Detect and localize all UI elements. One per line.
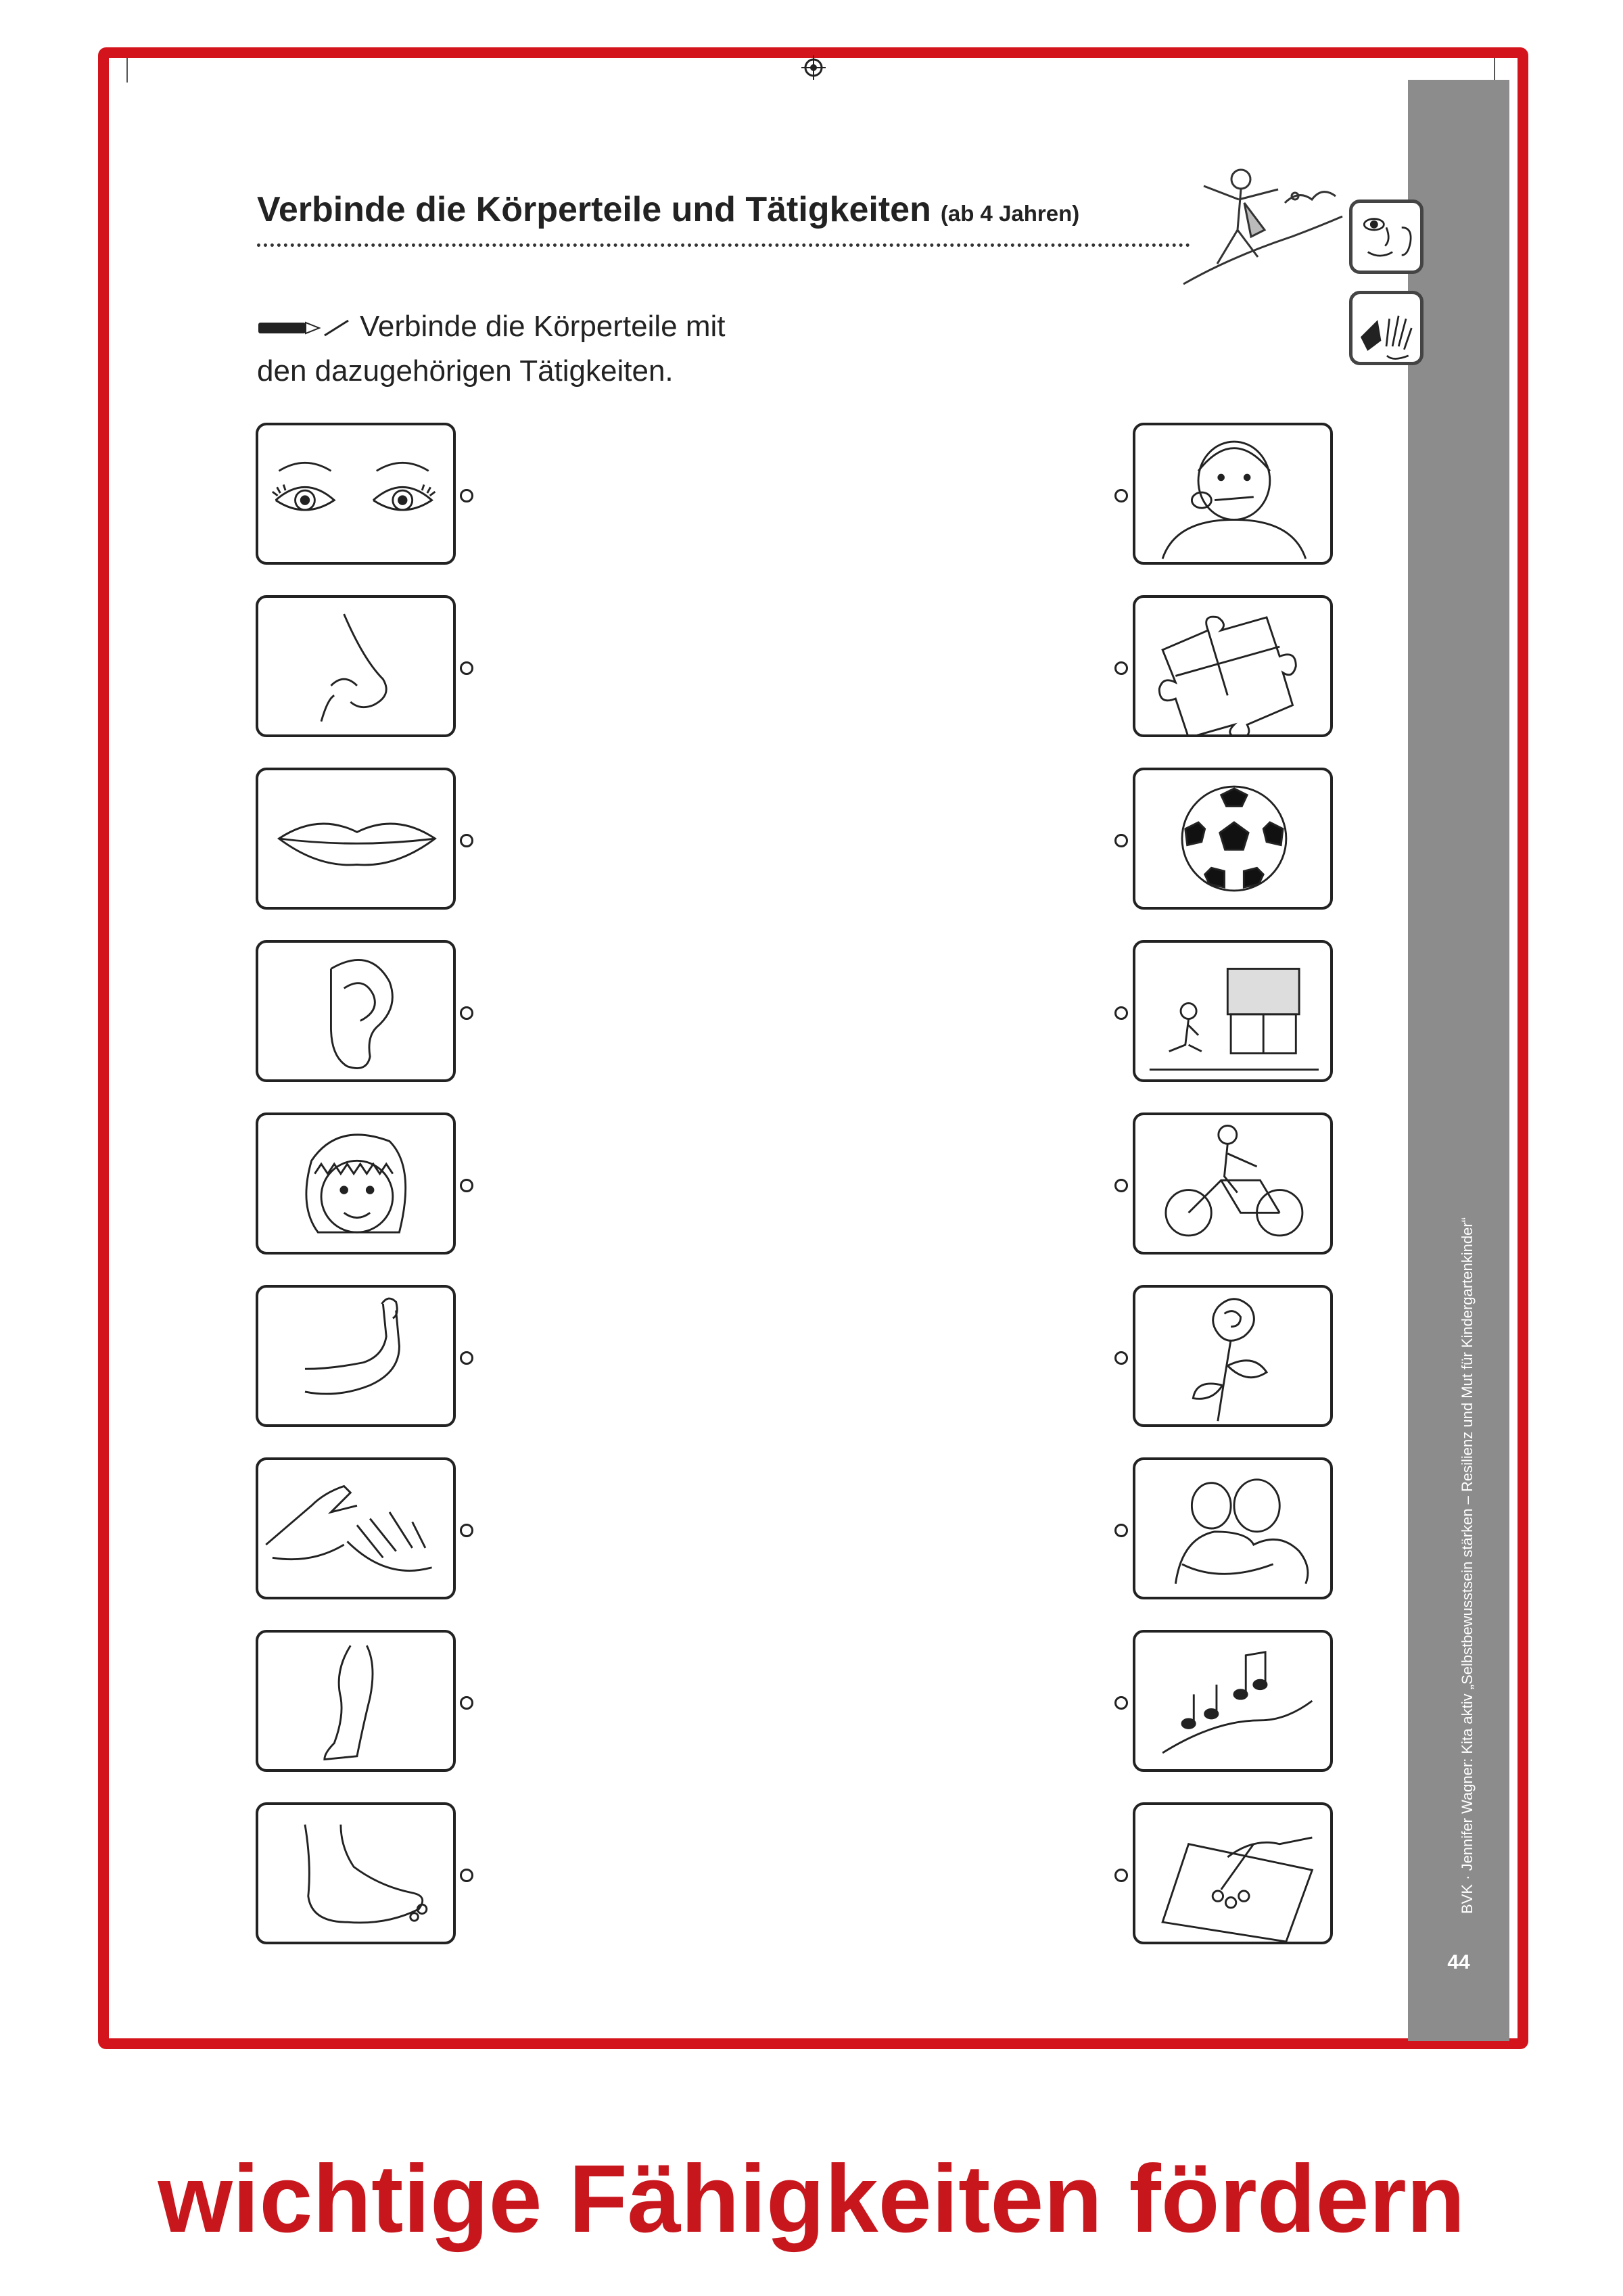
footer-slogan: wichtige Fähigkeiten fördern [158, 2145, 1465, 2253]
dot-right-8[interactable] [1114, 1696, 1128, 1710]
title-text: Verbinde die Körperteile und Tätigkeiten [257, 190, 931, 229]
crop-mark-right [1494, 58, 1495, 83]
dot-left-7[interactable] [460, 1524, 473, 1537]
worksheet-header [257, 189, 1190, 247]
card-face[interactable] [256, 1112, 456, 1255]
title-age-suffix: (ab 4 Jahren) [940, 201, 1080, 226]
card-mouth[interactable] [256, 768, 456, 910]
card-arm[interactable] [256, 1285, 456, 1427]
crop-mark-left [126, 58, 128, 83]
dot-right-9[interactable] [1114, 1869, 1128, 1882]
drawing-icon [1135, 1805, 1330, 1942]
card-hands[interactable] [256, 1457, 456, 1599]
hands-badge-icon [1352, 294, 1420, 362]
dot-left-8[interactable] [460, 1696, 473, 1710]
soccer-ball-icon [1135, 770, 1330, 907]
hands-icon [258, 1460, 453, 1597]
worksheet-title [257, 189, 1079, 230]
pencil-icon [257, 318, 352, 338]
card-ear[interactable] [256, 940, 456, 1082]
dot-right-7[interactable] [1114, 1524, 1128, 1537]
eyes-icon [258, 425, 453, 562]
nose-icon [258, 598, 453, 734]
dot-left-3[interactable] [460, 834, 473, 847]
card-eyes[interactable] [256, 423, 456, 565]
face-senses-icon [1352, 203, 1420, 271]
dot-right-2[interactable] [1114, 661, 1128, 675]
card-hugging[interactable] [1133, 1457, 1333, 1599]
dot-right-1[interactable] [1114, 489, 1128, 502]
rose-icon [1135, 1288, 1330, 1424]
instruction-line-2: den dazugehörigen Tätigkeiten. [257, 354, 674, 388]
instruction-line-1: Verbinde die Körperteile mit [360, 310, 726, 343]
sidebar-credit: BVK · Jennifer Wagner: Kita aktiv „Selbstbewusstsein stärken – Resilienz und Mut für Kindergartenkinder“ [1459, 1217, 1476, 1914]
instruction-text [257, 304, 866, 394]
dot-right-3[interactable] [1114, 834, 1128, 847]
dot-right-4[interactable] [1114, 1006, 1128, 1020]
card-brushing-teeth[interactable] [1133, 423, 1333, 565]
leg-icon [258, 1633, 453, 1769]
card-drawing[interactable] [1133, 1802, 1333, 1944]
card-puzzle[interactable] [1133, 595, 1333, 737]
dot-left-6[interactable] [460, 1351, 473, 1365]
mouth-icon [258, 770, 453, 907]
dot-left-1[interactable] [460, 489, 473, 502]
card-cycling[interactable] [1133, 1112, 1333, 1255]
dot-right-5[interactable] [1114, 1179, 1128, 1192]
jumping-child-icon [1177, 156, 1346, 291]
dot-left-9[interactable] [460, 1869, 473, 1882]
card-watching-tv[interactable] [1133, 940, 1333, 1082]
dot-right-6[interactable] [1114, 1351, 1128, 1365]
page-number: 44 [1447, 1951, 1470, 1973]
card-nose[interactable] [256, 595, 456, 737]
registration-mark-icon [800, 54, 827, 81]
brushing-teeth-icon [1135, 425, 1330, 562]
card-foot[interactable] [256, 1802, 456, 1944]
dot-left-4[interactable] [460, 1006, 473, 1020]
foot-icon [258, 1805, 453, 1942]
card-rose[interactable] [1133, 1285, 1333, 1427]
face-icon [258, 1115, 453, 1252]
music-notes-icon [1135, 1633, 1330, 1769]
watching-tv-icon [1135, 943, 1330, 1079]
hugging-icon [1135, 1460, 1330, 1597]
ear-icon [258, 943, 453, 1079]
card-music-notes[interactable] [1133, 1630, 1333, 1772]
cycling-icon [1135, 1115, 1330, 1252]
card-soccer-ball[interactable] [1133, 768, 1333, 910]
card-leg[interactable] [256, 1630, 456, 1772]
arm-icon [258, 1288, 453, 1424]
motor-skills-badge [1349, 291, 1424, 365]
dot-left-2[interactable] [460, 661, 473, 675]
dot-left-5[interactable] [460, 1179, 473, 1192]
senses-badge [1349, 200, 1424, 274]
puzzle-icon [1135, 598, 1330, 734]
